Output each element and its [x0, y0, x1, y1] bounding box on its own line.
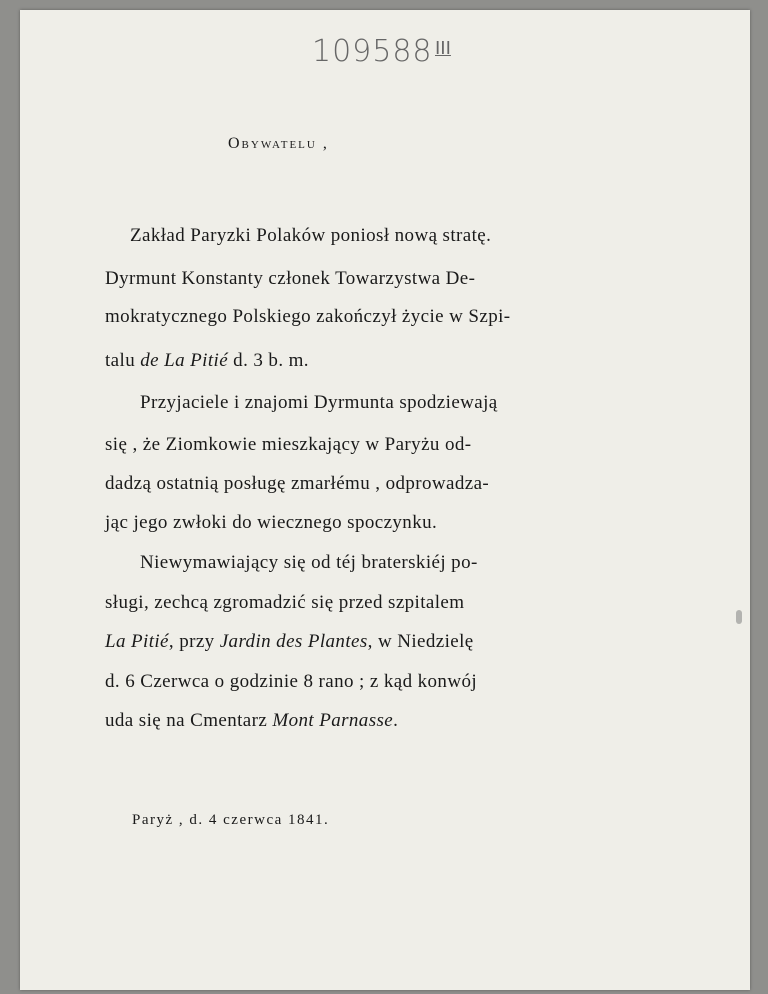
text-line	[105, 592, 464, 614]
text-span: się , że Ziomkowie mieszkający w Paryżu od-	[105, 434, 472, 455]
text-span: , w Niedzielę	[367, 631, 474, 652]
text-line	[105, 512, 437, 534]
shelfmark-volume: III	[435, 38, 451, 59]
text-span: Przyjaciele i znajomi Dyrmunta spodziewają	[140, 392, 498, 413]
salutation: Obywatelu ,	[228, 135, 329, 152]
text-line	[105, 671, 477, 693]
text-span: d. 3 b. m.	[228, 350, 309, 371]
text-span: sługi, zechcą zgromadzić się przed szpitalem	[105, 592, 465, 613]
text-span: Niewymawiający się od téj braterskiéj po-	[140, 552, 478, 573]
italic-text: Jardin des Plantes	[219, 631, 368, 652]
text-span: .	[393, 710, 399, 731]
text-line	[105, 306, 511, 328]
text-span: mokratycznego Polskiego zakończył życie w Szpi-	[105, 306, 511, 327]
text-span: d. 6 Czerwca o godzinie 8 rano ; z kąd konwój	[105, 671, 478, 692]
text-span: talu	[105, 350, 141, 371]
text-span: , przy	[168, 631, 220, 652]
text-line	[105, 434, 471, 456]
italic-text: Mont Parnasse	[272, 710, 394, 731]
text-line	[105, 710, 398, 732]
text-span: dadzą ostatnią posługę zmarłému , odprowadza-	[105, 473, 490, 494]
text-line	[105, 473, 489, 495]
text-span: Dyrmunt Konstanty członek Towarzystwa De-	[105, 268, 476, 289]
italic-text: de La Pitié	[140, 350, 229, 371]
date-line: Paryż , d. 4 czerwca 1841.	[132, 812, 330, 828]
text-span: jąc jego zwłoki do wiecznego spoczynku.	[105, 512, 438, 533]
shelfmark-number: 109588	[312, 34, 433, 69]
text-span: Zakład Paryzki Polaków poniosł nową stratę.	[130, 225, 492, 246]
italic-text: La Pitié	[105, 631, 169, 652]
text-line	[140, 392, 498, 414]
text-line	[140, 552, 478, 574]
text-span: uda się na Cmentarz	[105, 710, 273, 731]
text-line	[130, 225, 491, 247]
paper-edge-mark	[736, 610, 742, 624]
text-line	[105, 350, 309, 372]
text-line	[105, 631, 474, 653]
text-line	[105, 268, 475, 290]
document-page	[20, 10, 750, 990]
